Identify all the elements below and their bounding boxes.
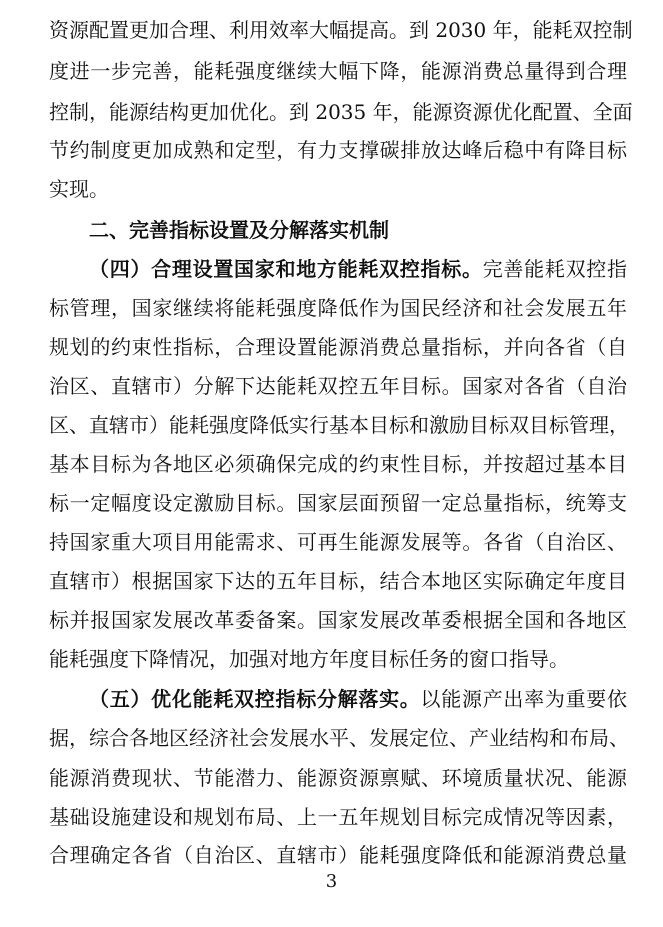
text-line: 持国家重大项目用能需求、可再生能源发展等。各省（自治区、 <box>49 530 627 554</box>
text-line: 度进一步完善，能耗强度继续大幅下降，能源消费总量得到合理 <box>49 59 627 83</box>
paragraph-first-line <box>89 253 627 285</box>
text-line: 控制，能源结构更加优化。到 2035 年，能源资源优化配置、全面 <box>49 100 633 124</box>
text-line: 能耗强度下降情况，加强对地方年度目标任务的窗口指导。 <box>49 647 569 671</box>
paragraph-first-line <box>89 683 627 715</box>
text-line: 基础设施建设和规划布局、上一五年规划目标完成情况等因素， <box>49 805 627 829</box>
text-line: 基本目标为各地区必须确保完成的约束性目标，并按超过基本目 <box>49 452 627 476</box>
text-line: 直辖市）根据国家下达的五年目标，结合本地区实际确定年度目 <box>49 569 627 593</box>
text-line: 区、直辖市）能耗强度降低实行基本目标和激励目标双目标管理， <box>49 413 629 437</box>
paragraph-lead: （五）优化能耗双控指标分解落实。 <box>89 687 421 711</box>
section-heading: 二、完善指标设置及分解落实机制 <box>89 218 389 242</box>
text-line: 资源配置更加合理、利用效率大幅提高。到 2030 年，能耗双控制 <box>49 18 633 42</box>
paragraph-first-line-text: 完善能耗双控指 <box>482 257 628 281</box>
paragraph-lead: （四）合理设置国家和地方能耗双控指标。 <box>89 257 483 281</box>
text-line: 节约制度更加成熟和定型，有力支撑碳排放达峰后稳中有降目标 <box>49 138 627 162</box>
paragraph-first-line-text: 以能源产出率为重要依 <box>420 687 628 711</box>
text-line: 标并报国家发展改革委备案。国家发展改革委根据全国和各地区 <box>49 608 627 632</box>
text-line: 规划的约束性指标，合理设置能源消费总量指标，并向各省（自 <box>49 335 627 359</box>
page-number: 3 <box>325 871 338 892</box>
text-line: 标管理，国家继续将能耗强度降低作为国民经济和社会发展五年 <box>49 296 627 320</box>
text-line: 标一定幅度设定激励目标。国家层面预留一定总量指标，统筹支 <box>49 491 627 515</box>
text-line: 合理确定各省（自治区、直辖市）能耗强度降低和能源消费总量 <box>49 843 627 867</box>
text-line: 能源消费现状、节能潜力、能源资源禀赋、环境质量状况、能源 <box>49 766 627 790</box>
text-line: 实现。 <box>49 177 109 201</box>
text-line: 据，综合各地区经济社会发展水平、发展定位、产业结构和布局、 <box>49 726 629 750</box>
text-line: 治区、直辖市）分解下达能耗双控五年目标。国家对各省（自治 <box>49 374 627 398</box>
